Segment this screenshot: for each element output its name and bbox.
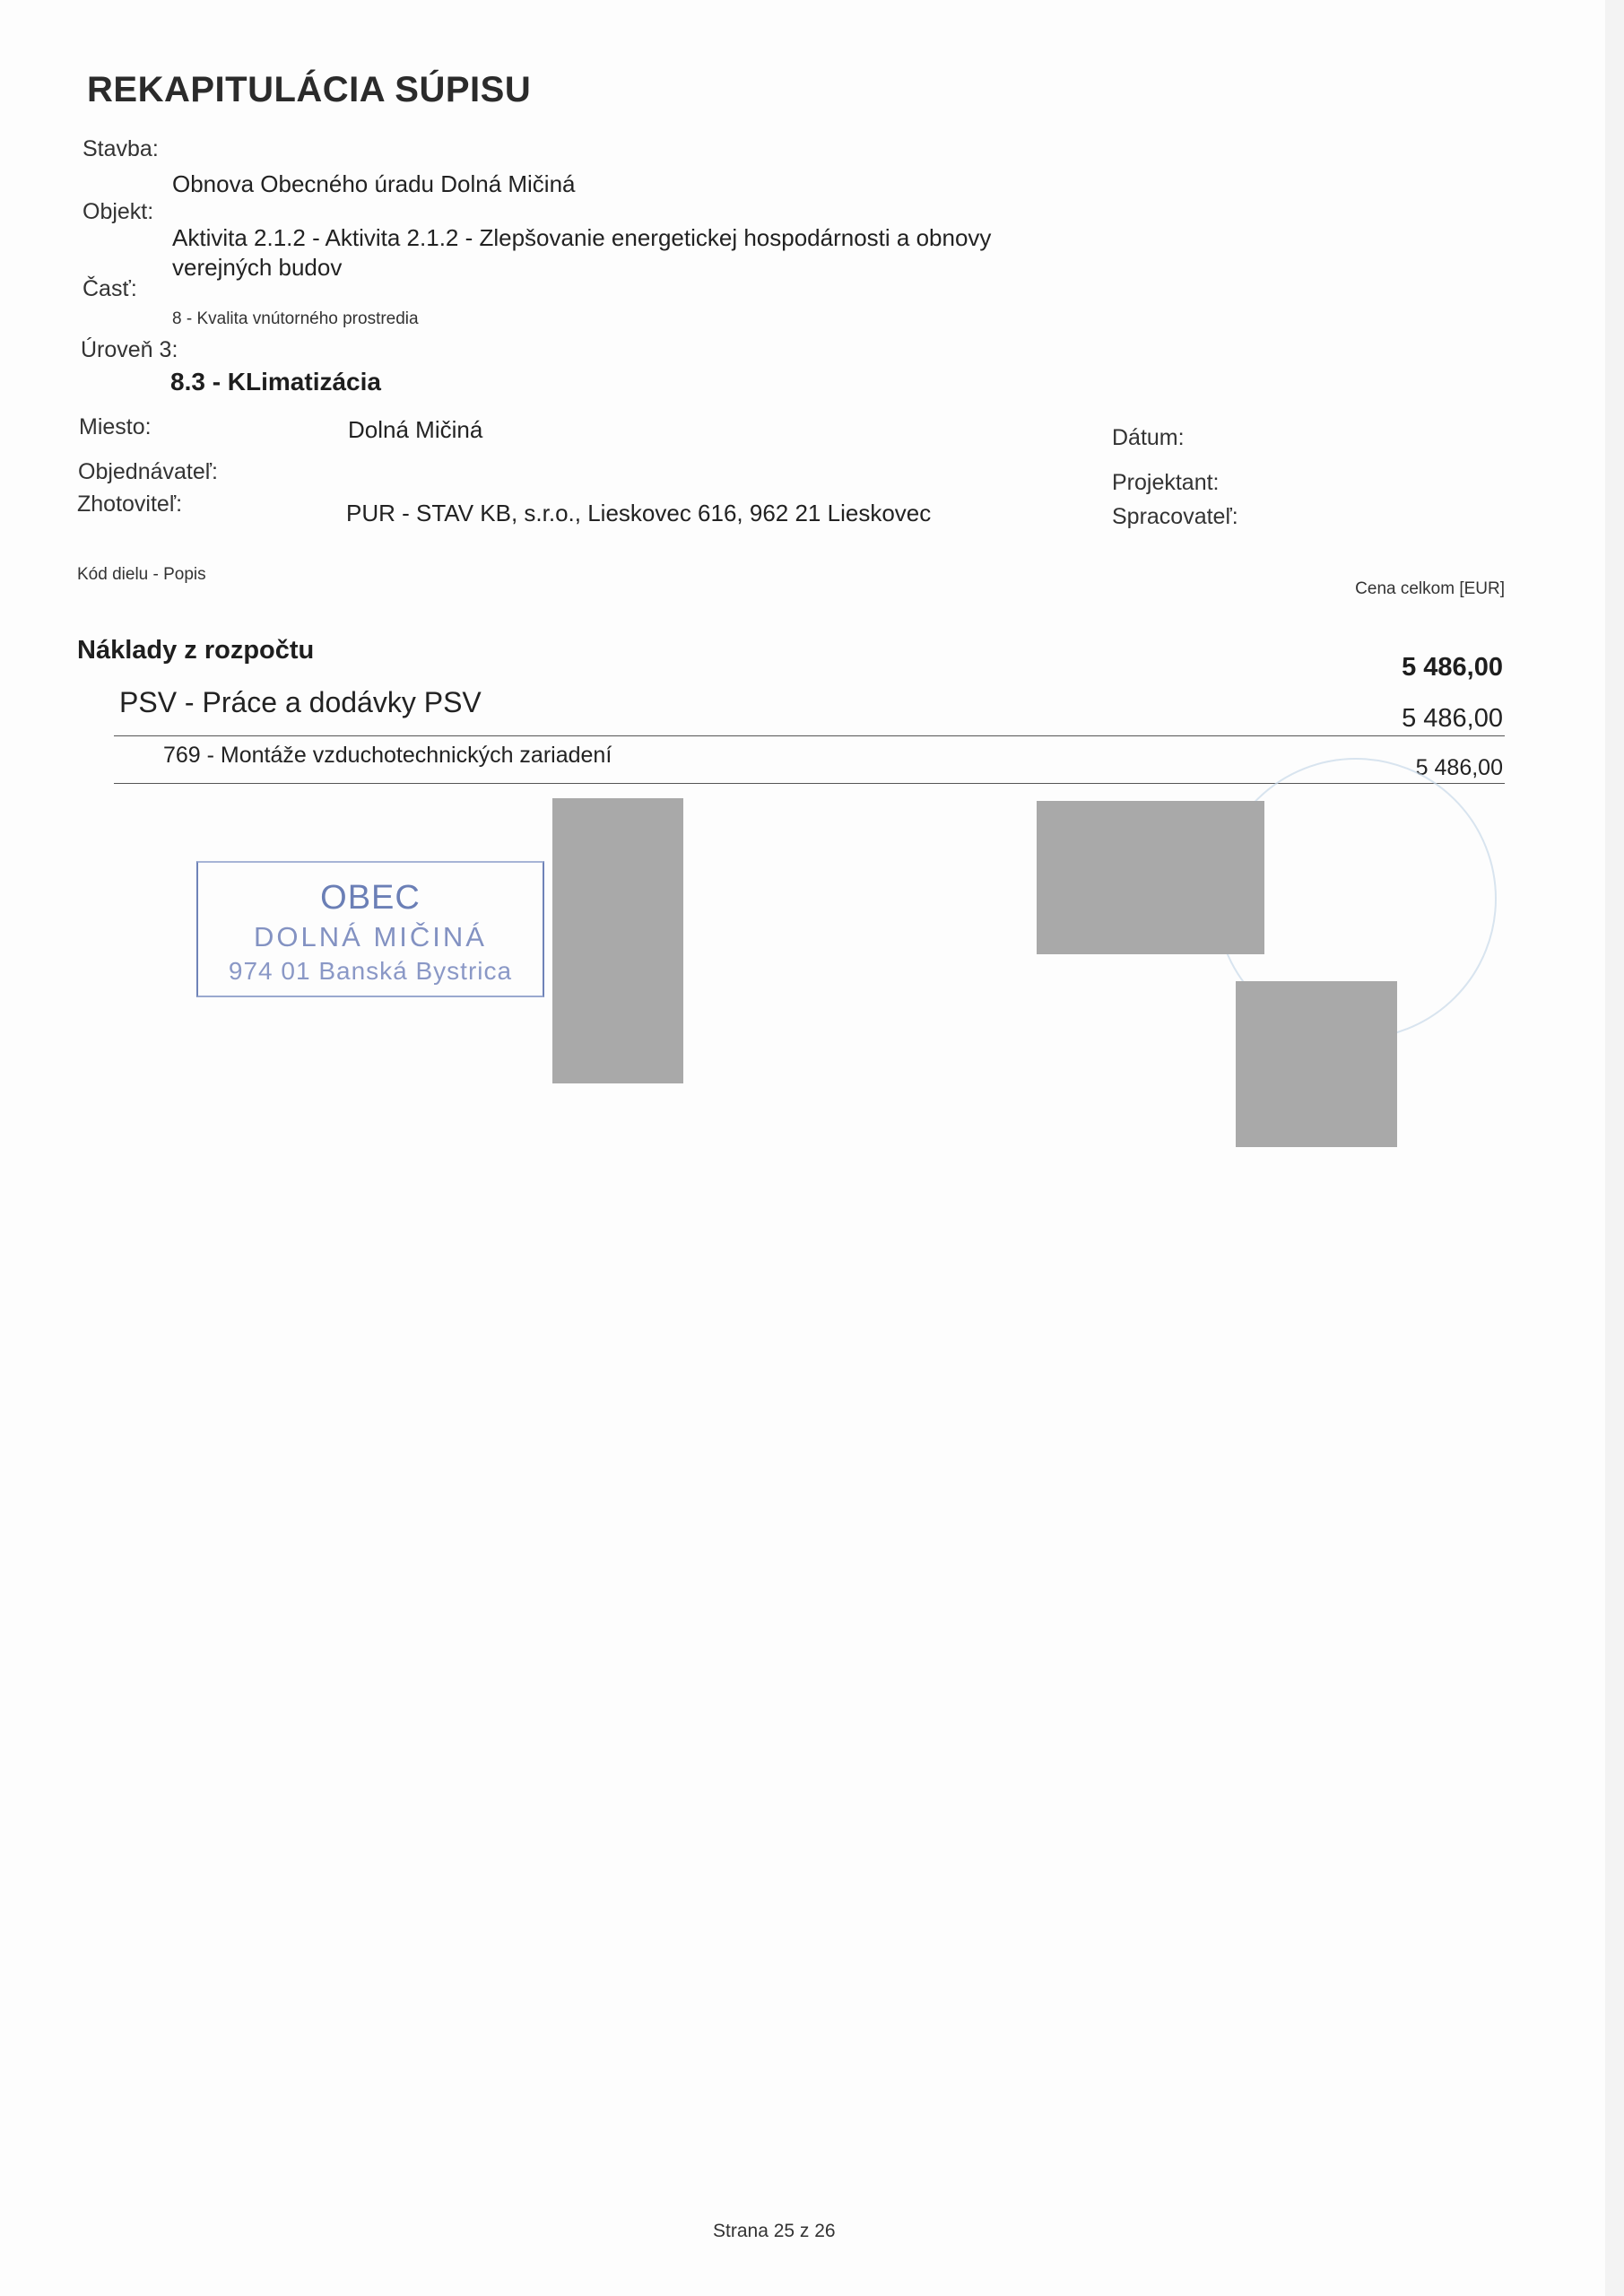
- row-769-amount: 5 486,00: [1415, 755, 1503, 780]
- row-psv-amount: 5 486,00: [1402, 704, 1503, 733]
- stamp-line-3: 974 01 Banská Bystrica: [228, 957, 513, 985]
- value-miesto: Dolná Mičiná: [348, 416, 483, 443]
- value-zhotovitel: PUR - STAV KB, s.r.o., Lieskovec 616, 962 21 Lieskovec: [346, 500, 932, 526]
- label-cast: Časť:: [83, 276, 137, 301]
- page-title: REKAPITULÁCIA SÚPISU: [87, 70, 532, 109]
- value-uroven: 8.3 - KLimatizácia: [170, 368, 381, 396]
- label-miesto: Miesto:: [79, 414, 152, 439]
- label-projektant: Projektant:: [1112, 470, 1220, 495]
- value-stavba: Obnova Obecného úradu Dolná Mičiná: [172, 170, 576, 197]
- label-datum: Dátum:: [1112, 425, 1185, 450]
- column-header-price: Cena celkom [EUR]: [1355, 579, 1505, 598]
- stamp-line-1: OBEC: [320, 879, 421, 917]
- redaction-block: [1037, 801, 1264, 954]
- value-cast: 8 - Kvalita vnútorného prostredia: [172, 309, 419, 328]
- label-objednavatel: Objednávateľ:: [78, 459, 219, 484]
- row-total-label: Náklady z rozpočtu: [77, 636, 315, 665]
- label-zhotovitel: Zhotoviteľ:: [77, 491, 183, 517]
- office-stamp: [196, 861, 544, 997]
- label-stavba: Stavba:: [83, 136, 159, 161]
- column-header-code: Kód dielu - Popis: [77, 565, 206, 584]
- redaction-block: [1236, 981, 1397, 1147]
- redaction-block: [552, 798, 683, 1083]
- label-uroven: Úroveň 3:: [81, 337, 178, 362]
- label-objekt: Objekt:: [83, 199, 154, 224]
- row-769-label: 769 - Montáže vzduchotechnických zariadení: [163, 743, 612, 768]
- stamp-line-2: DOLNÁ MIČINÁ: [254, 921, 487, 952]
- value-objekt-line2: verejných budov: [172, 254, 343, 281]
- row-total-amount: 5 486,00: [1402, 653, 1503, 682]
- value-objekt-line1: Aktivita 2.1.2 - Aktivita 2.1.2 - Zlepšovanie energetickej hospodárnosti a obnovy: [172, 224, 992, 251]
- page-edge: [1605, 0, 1624, 2296]
- row-psv-label: PSV - Práce a dodávky PSV: [119, 686, 482, 718]
- label-spracovatel: Spracovateľ:: [1112, 504, 1238, 529]
- page-footer: Strana 25 z 26: [713, 2221, 836, 2241]
- row-divider: [114, 735, 1505, 736]
